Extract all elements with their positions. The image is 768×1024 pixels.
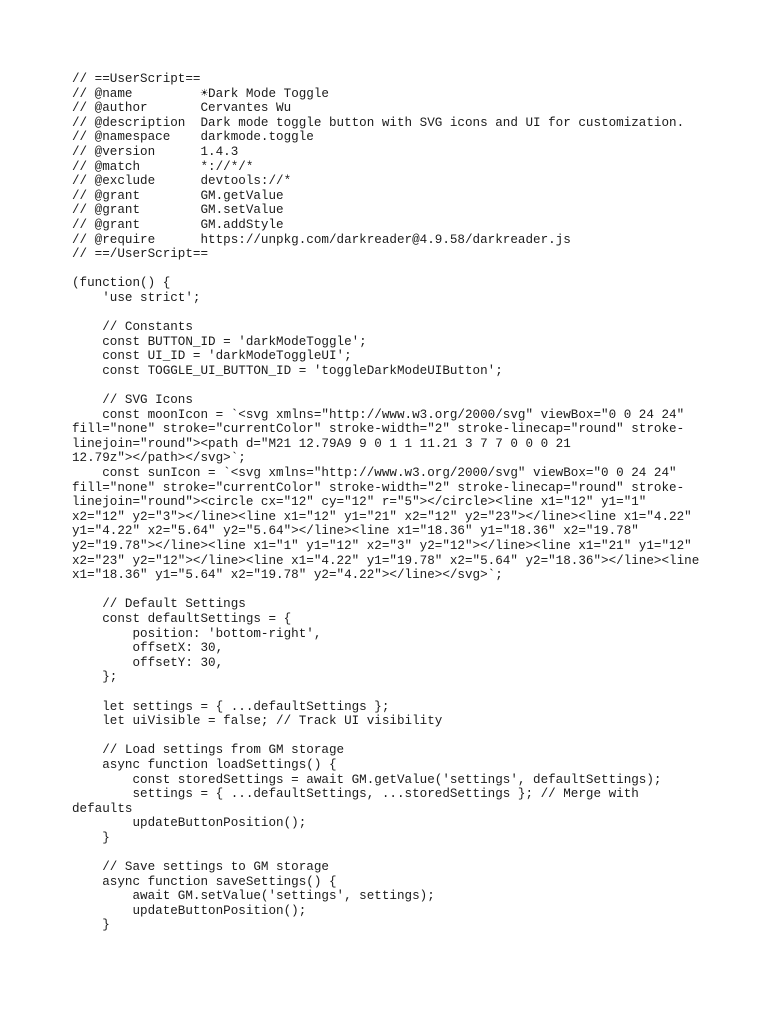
code-line: // @grant GM.setValue xyxy=(72,203,284,218)
code-line: // @exclude devtools://* xyxy=(72,174,292,189)
code-line: } xyxy=(72,918,110,933)
blank-line xyxy=(72,583,712,598)
code-line: // @name ☀Dark Mode Toggle xyxy=(72,86,329,101)
code-line: y2="19.78"></line><line x1="1" y1="12" x2="3" y2="12"></line><line x1="21" y1="12" xyxy=(72,539,692,553)
code-line: const TOGGLE_UI_BUTTON_ID = 'toggleDarkModeUIButton'; xyxy=(72,363,503,378)
code-line: x2="12" y2="3"></line><line x1="12" y1="21" x2="12" y2="23"></line><line x1="4.22" xyxy=(72,509,692,524)
code-line: x2="23" y2="12"></line><line x1="4.22" y1="19.78" x2="5.64" y2="18.36"></line><line xyxy=(72,553,700,568)
code-line: // ==/UserScript== xyxy=(72,247,209,262)
code-line: }; xyxy=(72,670,118,685)
code-line: // SVG Icons xyxy=(72,393,193,408)
code-line: await GM.setValue('settings', settings); xyxy=(72,889,435,904)
code-line: } xyxy=(72,830,110,845)
blank-line xyxy=(72,306,712,321)
code-line: // ==UserScript== xyxy=(72,72,201,86)
code-line: const sunIcon = `<svg xmlns="http://www.w3.org/2000/svg" viewBox="0 0 24 24" xyxy=(72,466,677,481)
code-line: const BUTTON_ID = 'darkModeToggle'; xyxy=(72,334,367,349)
code-line: const UI_ID = 'darkModeToggleUI'; xyxy=(72,349,352,364)
code-line: // Constants xyxy=(72,320,193,335)
code-line: position: 'bottom-right', xyxy=(72,626,322,641)
code-line: fill="none" stroke="currentColor" stroke-width="2" stroke-linecap="round" stroke- xyxy=(72,422,685,437)
code-line: linejoin="round"><circle cx="12" cy="12" r="5"></circle><line x1="12" y1="1" xyxy=(72,495,647,510)
code-line: y1="4.22" x2="5.64" y2="5.64"></line><line x1="18.36" y1="18.36" x2="19.78" xyxy=(72,524,639,539)
code-line: linejoin="round"><path d="M21 12.79A9 9 0 1 1 11.21 3 7 7 0 0 0 21 xyxy=(72,436,571,451)
code-line: offsetX: 30, xyxy=(72,641,224,656)
blank-line xyxy=(72,845,712,860)
code-line: // @require https://unpkg.com/darkreader@4.9.58/darkreader.js xyxy=(72,232,571,247)
code-line: settings = { ...defaultSettings, ...storedSettings }; // Merge with xyxy=(72,787,639,802)
code-line: offsetY: 30, xyxy=(72,655,224,670)
code-line: // Load settings from GM storage xyxy=(72,743,345,758)
code-line: updateButtonPosition(); xyxy=(72,903,307,918)
blank-line xyxy=(72,378,712,393)
code-line: // @grant GM.addStyle xyxy=(72,217,284,232)
code-line: // @grant GM.getValue xyxy=(72,188,284,203)
blank-line xyxy=(72,262,712,277)
code-line: fill="none" stroke="currentColor" stroke-width="2" stroke-linecap="round" stroke- xyxy=(72,480,685,495)
code-line: let uiVisible = false; // Track UI visibility xyxy=(72,714,443,729)
code-line: x1="18.36" y1="5.64" x2="19.78" y2="4.22"></line></svg>`; xyxy=(72,568,503,583)
code-line: // @description Dark mode toggle button with SVG icons and UI for customization. xyxy=(72,115,685,130)
code-line: updateButtonPosition(); xyxy=(72,816,307,831)
code-line: async function loadSettings() { xyxy=(72,757,337,772)
code-line: 'use strict'; xyxy=(72,290,201,305)
code-line: // @version 1.4.3 xyxy=(72,144,239,159)
code-line: 12.79z"></path></svg>`; xyxy=(72,451,246,466)
code-line: const storedSettings = await GM.getValue('settings', defaultSettings); xyxy=(72,772,662,787)
code-document xyxy=(72,72,712,933)
blank-line xyxy=(72,729,712,744)
code-line: // @namespace darkmode.toggle xyxy=(72,130,314,145)
code-line: async function saveSettings() { xyxy=(72,874,337,889)
code-line: defaults xyxy=(72,801,133,816)
code-line: const moonIcon = `<svg xmlns="http://www.w3.org/2000/svg" viewBox="0 0 24 24" xyxy=(72,407,685,422)
code-line: // @match *://*/* xyxy=(72,159,254,174)
code-line: let settings = { ...defaultSettings }; xyxy=(72,699,390,714)
code-line: const defaultSettings = { xyxy=(72,611,292,626)
code-line: (function() { xyxy=(72,276,171,291)
code-line: // Save settings to GM storage xyxy=(72,860,329,875)
blank-line xyxy=(72,685,712,700)
code-line: // Default Settings xyxy=(72,597,246,612)
code-line: // @author Cervantes Wu xyxy=(72,101,292,116)
